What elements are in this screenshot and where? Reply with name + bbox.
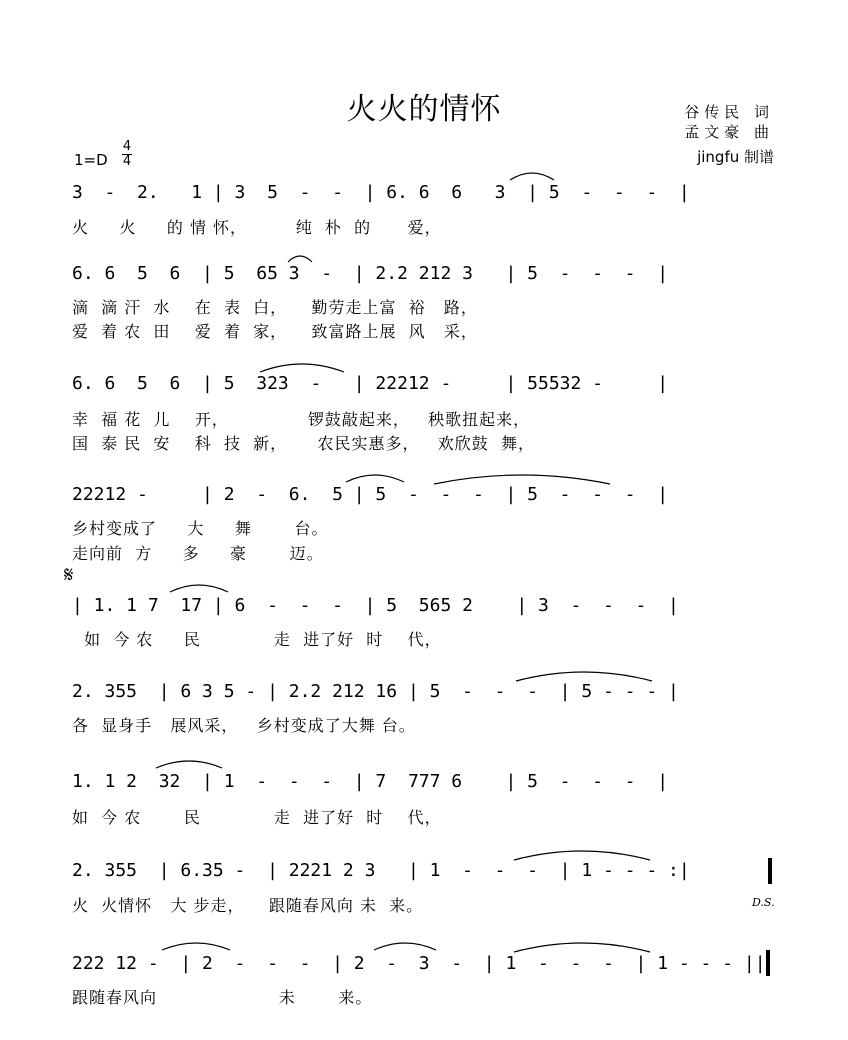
slur-mark bbox=[514, 667, 654, 683]
slur-mark bbox=[344, 470, 406, 484]
lyrics-system-1-verse-1: 火 火 的 情 怀， 纯 朴 的 爱， bbox=[72, 218, 442, 237]
lyrics-system-4-verse-1: 乡村变成了 大 舞 台。 bbox=[72, 519, 329, 538]
notes-system-8: 2. 355 | 6.35 - | 2221 2 3 | 1 - - - | 1 - - - :| bbox=[72, 860, 690, 881]
time-signature-bottom: 4 bbox=[122, 154, 132, 169]
slur-mark bbox=[508, 168, 556, 182]
notes-system-1: 3 - 2. 1 | 3 5 - - | 6. 6 6 3 | 5 - - - | bbox=[72, 182, 690, 203]
lyrics-system-4-verse-2: 走向前 方 多 豪 迈。 bbox=[72, 544, 324, 563]
repeat-end-barline bbox=[768, 858, 772, 884]
slur-mark bbox=[168, 580, 230, 594]
final-barline bbox=[766, 950, 770, 976]
lyrics-system-6-verse-1: 各 显身手 展风采， 乡村变成了大舞 台。 bbox=[72, 716, 416, 735]
lyrics-system-9-verse-1: 跟随春风向 未 来。 bbox=[72, 988, 373, 1007]
notes-system-3: 6. 6 5 6 | 5 323 - | 22212 - | 55532 - | bbox=[72, 373, 669, 394]
slur-mark bbox=[160, 938, 232, 952]
ds-marking: D.S. bbox=[752, 896, 775, 909]
notes-system-6: 2. 355 | 6 3 5 - | 2.2 212 16 | 5 - - - | 5 - - - | bbox=[72, 681, 679, 702]
slur-mark bbox=[512, 846, 652, 862]
lyricist-credit: 谷传民 词 bbox=[684, 103, 774, 121]
time-signature-top: 4 bbox=[122, 139, 132, 154]
slur-mark bbox=[432, 470, 612, 486]
slur-mark bbox=[512, 938, 652, 954]
lyrics-system-5-verse-1: 如 今 农 民 走 进了好 时 代， bbox=[72, 630, 442, 649]
time-signature bbox=[121, 140, 133, 169]
slur-mark bbox=[372, 938, 438, 952]
key-signature: 1=D bbox=[74, 151, 108, 169]
slur-mark bbox=[286, 250, 314, 264]
arranger-credit: jingfu 制谱 bbox=[697, 148, 774, 166]
composer-credit: 孟文豪 曲 bbox=[684, 123, 774, 141]
notes-system-2: 6. 6 5 6 | 5 65 3 - | 2.2 212 3 | 5 - - - | bbox=[72, 263, 669, 284]
lyrics-system-2-verse-2: 爱 着 农 田 爱 着 家， 致富路上展 风 采， bbox=[72, 322, 478, 341]
song-title: 火火的情怀 bbox=[346, 92, 502, 127]
notes-system-7: 1. 1 2 32 | 1 - - - | 7 777 6 | 5 - - - | bbox=[72, 771, 669, 792]
notes-system-4: 22212 - | 2 - 6. 5 | 5 - - - | 5 - - - | bbox=[72, 484, 669, 505]
lyrics-system-8-verse-1: 火 火情怀 大 步走， 跟随春风向 未 来。 bbox=[72, 896, 424, 915]
lyrics-system-3-verse-1: 幸 福 花 儿 开， 锣鼓敲起来， 秧歌扭起来， bbox=[72, 410, 531, 429]
notes-system-9: 222 12 - | 2 - - - | 2 - 3 - | 1 - - - | 1 - - - || bbox=[72, 953, 766, 974]
slur-mark bbox=[154, 756, 224, 770]
slur-mark bbox=[258, 358, 346, 374]
lyrics-system-3-verse-2: 国 泰 民 安 科 技 新， 农民实惠多， 欢欣鼓 舞， bbox=[72, 434, 535, 453]
segno-sign: 𝄋 bbox=[64, 563, 74, 588]
notes-system-5: | 1. 1 7 17 | 6 - - - | 5 565 2 | 3 - - - | bbox=[72, 595, 679, 616]
lyrics-system-7-verse-1: 如 今 农 民 走 进了好 时 代， bbox=[72, 808, 442, 827]
lyrics-system-2-verse-1: 滴 滴 汗 水 在 表 白， 勤劳走上富 裕 路， bbox=[72, 298, 478, 317]
